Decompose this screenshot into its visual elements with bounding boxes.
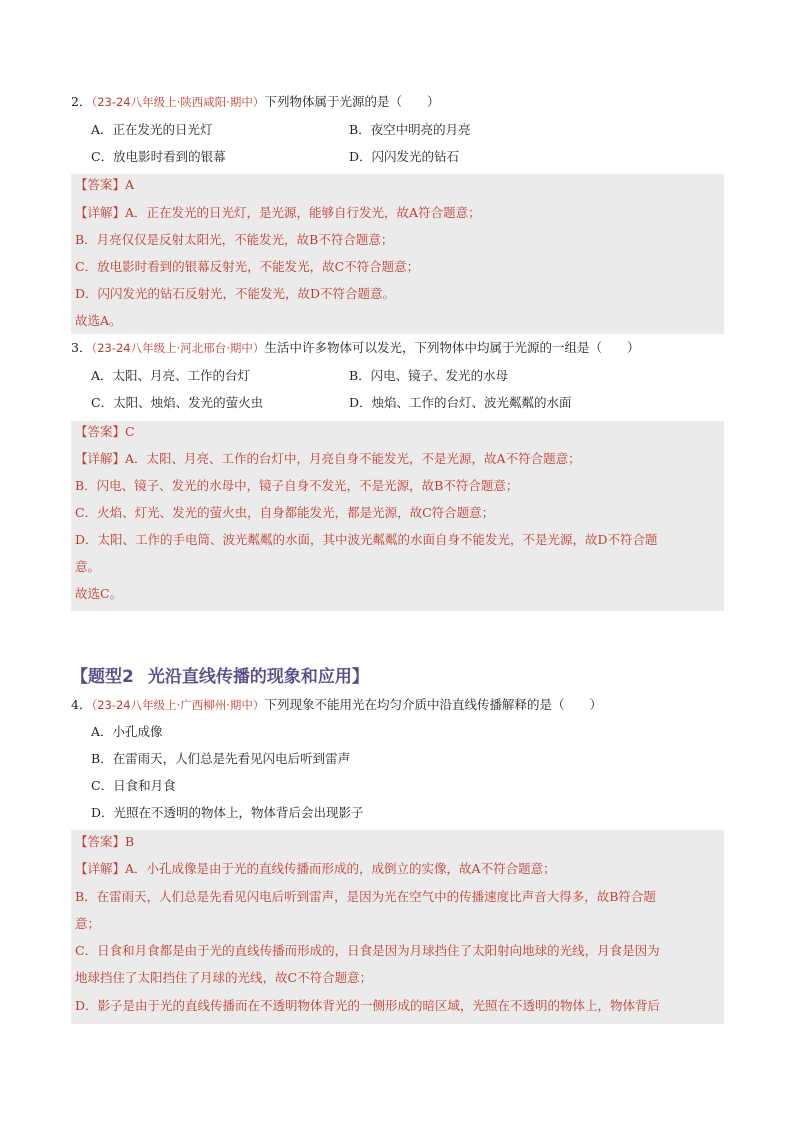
option-c: C．放电影时看到的银幕 — [91, 149, 226, 164]
option-b: B．闪电、镜子、发光的水母 — [349, 368, 509, 383]
option-d: D．光照在不透明的物体上，物体背后会出现影子 — [91, 805, 364, 820]
detail-line-3: 意； — [75, 916, 101, 931]
option-a: A．太阳、月亮、工作的台灯 — [91, 368, 251, 383]
question-number: 2． — [71, 94, 92, 109]
answer-box-q4 — [71, 830, 724, 1024]
option-c: C．日食和月食 — [91, 778, 176, 793]
question-4-stem — [71, 695, 602, 715]
option-a: A．正在发光的日光灯 — [91, 122, 213, 137]
detail-line-2: B．在雷雨天，人们总是先看见闪电后听到雷声，是因为光在空气中的传播速度比声音大得多，故B符合题 — [75, 889, 656, 904]
answer-line — [75, 832, 134, 852]
section-heading — [71, 662, 369, 687]
detail-line-1: 【详解】A．小孔成像是由于光的直线传播而形成的，成倒立的实像，故A不符合题意； — [75, 861, 556, 876]
detail-line-4: D．太阳、工作的手电筒、波光粼粼的水面，其中波光粼粼的水面自身不能发光，不是光源，故D不符合题 — [75, 532, 658, 547]
detail-line-3: C．火焰、灯光、发光的萤火虫，自身都能发光，都是光源，故C符合题意； — [75, 505, 495, 520]
answer-label: 【答案】 — [75, 177, 126, 192]
option-d: D．闪闪发光的钻石 — [349, 149, 460, 164]
answer-line — [75, 422, 135, 442]
answer-value: B — [125, 834, 135, 849]
answer-label: 【答案】 — [75, 424, 126, 439]
answer-box-q3 — [71, 421, 724, 611]
question-text: 下列现象不能用光在均匀介质中沿直线传播解释的是（ ） — [264, 697, 602, 712]
question-source: （23-24八年级上·河北邢台·期中） — [91, 341, 265, 355]
question-number: 3． — [71, 340, 92, 355]
question-source: （23-24八年级上·广西柳州·期中） — [91, 698, 265, 712]
answer-box-q2 — [71, 174, 724, 334]
detail-line-4: C．日食和月食都是由于光的直线传播而形成的，日食是因为月球挡住了太阳射向地球的光线，月食是因为 — [75, 943, 660, 958]
answer-value: A — [125, 177, 135, 192]
detail-label: 【详解】 — [75, 861, 126, 876]
detail-line-2: B．月亮仅仅是反射太阳光，不能发光，故B不符合题意； — [75, 232, 394, 247]
question-text: 下列物体属于光源的是（ ） — [264, 94, 440, 109]
option-c: C．太阳、烛焰、发光的萤火虫 — [91, 395, 264, 410]
answer-value: C — [125, 424, 135, 439]
question-text: 生活中许多物体可以发光，下列物体中均属于光源的一组是（ ） — [264, 340, 640, 355]
detail-line-1: 【详解】A．太阳、月亮、工作的台灯中，月亮自身不能发光，不是光源，故A不符合题意； — [75, 451, 581, 466]
detail-line-6: D．影子是由于光的直线传播而在不透明物体背光的一侧形成的暗区域，光照在不透明的物体上，物体背后 — [75, 998, 661, 1013]
section-title: 光沿直线传播的现象和应用】 — [147, 667, 369, 687]
answer-label: 【答案】 — [75, 834, 126, 849]
detail-line-5: 意。 — [75, 559, 101, 574]
option-b: B．在雷雨天，人们总是先看见闪电后听到雷声 — [91, 751, 351, 766]
section-prefix: 【题型2 — [71, 667, 134, 687]
detail-line-2: B．闪电、镜子、发光的水母中，镜子自身不发光，不是光源，故B不符合题意； — [75, 478, 519, 493]
option-a: A．小孔成像 — [91, 724, 163, 739]
detail-line-3: C．放电影时看到的银幕反射光，不能发光，故C不符合题意； — [75, 259, 420, 274]
question-3-stem — [71, 338, 639, 358]
question-number: 4． — [71, 697, 92, 712]
detail-conclusion: 故选A。 — [75, 313, 122, 328]
detail-line-1: 【详解】A．正在发光的日光灯，是光源，能够自行发光，故A符合题意； — [75, 205, 481, 220]
option-d: D．烛焰、工作的台灯、波光粼粼的水面 — [349, 395, 572, 410]
detail-conclusion: 故选C。 — [75, 586, 123, 601]
answer-line — [75, 175, 134, 195]
detail-label: 【详解】 — [75, 451, 126, 466]
detail-label: 【详解】 — [75, 205, 126, 220]
option-b: B．夜空中明亮的月亮 — [349, 122, 471, 137]
detail-line-5: 地球挡住了太阳挡住了月球的光线，故C不符合题意； — [75, 970, 373, 985]
question-2-stem — [71, 92, 439, 112]
detail-line-4: D．闪闪发光的钻石反射光，不能发光，故D不符合题意。 — [75, 286, 396, 301]
question-source: （23-24八年级上·陕西咸阳·期中） — [91, 95, 265, 109]
